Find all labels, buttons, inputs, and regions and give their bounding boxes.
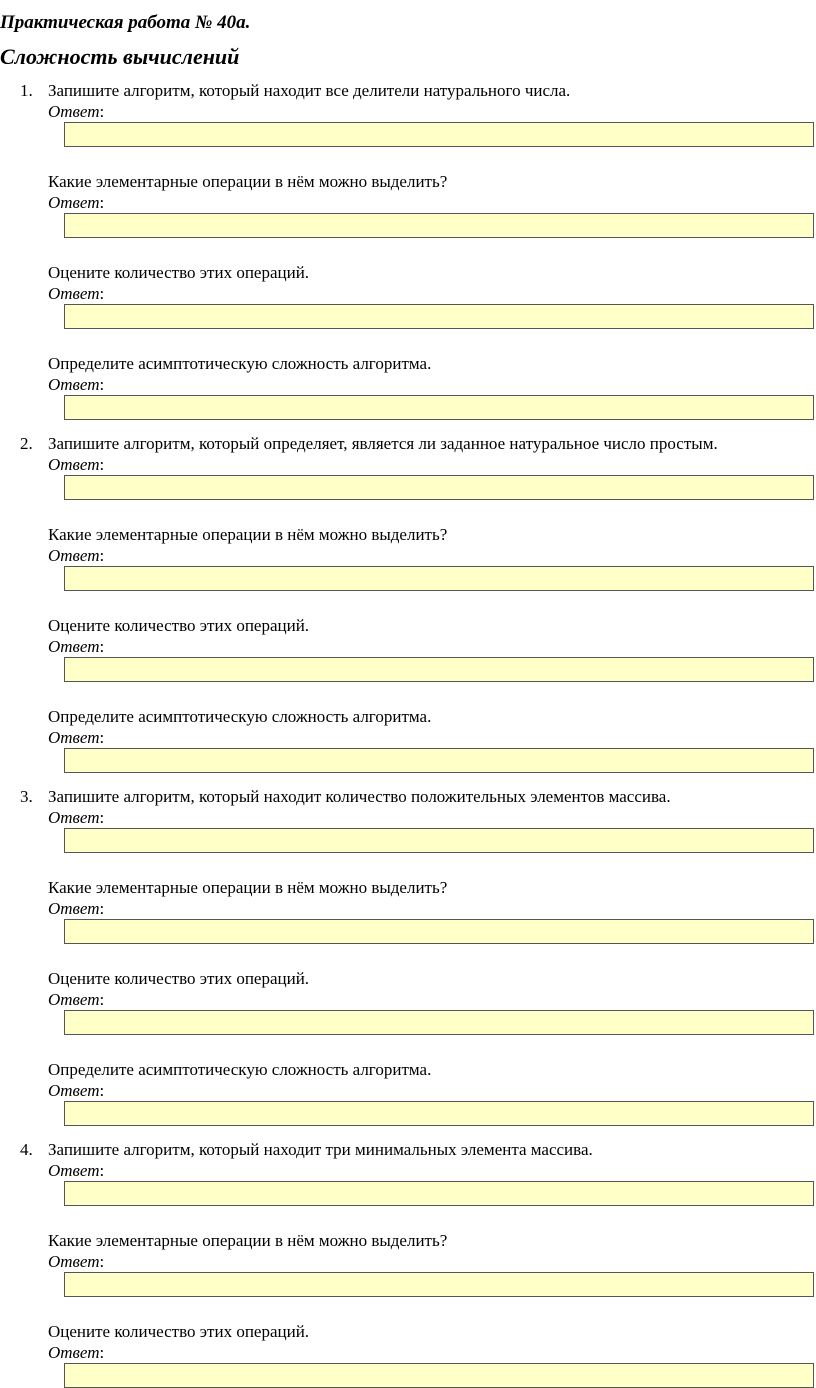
question-text: Определите асимптотическую сложность алгоритма. [48,707,432,726]
task-1 [0,80,816,420]
answer-field[interactable] [64,122,814,147]
answer-word: Ответ [48,637,100,656]
answer-label [48,102,816,122]
answer-word: Ответ [48,728,100,747]
question-block [0,1059,816,1126]
answer-label [48,193,816,213]
answer-field[interactable] [64,566,814,591]
topic-title: Сложность вычислений [0,44,240,69]
answer-word: Ответ [48,808,100,827]
question-block [0,262,816,329]
answer-label [48,455,816,475]
question-block [0,706,816,773]
answer-field[interactable] [64,919,814,944]
answer-word: Ответ [48,546,100,565]
answer-field[interactable] [64,475,814,500]
answer-label [48,375,816,395]
practical-work-title: Практическая работа № 40а. [0,12,251,33]
answer-field[interactable] [64,395,814,420]
answer-colon: : [99,455,105,474]
answer-word: Ответ [48,375,100,394]
answer-colon: : [99,375,105,394]
answer-colon: : [99,1343,105,1362]
question-text: Какие элементарные операции в нём можно выделить? [48,878,448,897]
answer-colon: : [99,1252,105,1271]
answer-word: Ответ [48,1252,100,1271]
answer-colon: : [99,1161,105,1180]
answer-label [48,728,816,748]
question-text: Определите асимптотическую сложность алгоритма. [48,354,432,373]
answer-word: Ответ [48,193,100,212]
task-2 [0,433,816,773]
task-4 [0,1139,816,1388]
question-block [0,353,816,420]
question-block [0,615,816,682]
answer-field[interactable] [64,1181,814,1206]
answer-label [48,1252,816,1272]
answer-word: Ответ [48,1161,100,1180]
question-text: Какие элементарные операции в нём можно выделить? [48,1231,448,1250]
answer-word: Ответ [48,990,100,1009]
question-text: Определите асимптотическую сложность алгоритма. [48,1060,432,1079]
question-text: Оцените количество этих операций. [48,969,310,988]
question-text: Запишите алгоритм, который находит количество положительных элементов массива. [48,787,671,806]
question-block [0,786,816,853]
question-block [0,968,816,1035]
question-text: Оцените количество этих операций. [48,263,310,282]
task-list [0,80,816,1388]
answer-colon: : [99,728,105,747]
question-block [0,171,816,238]
question-block [0,524,816,591]
answer-label [48,1343,816,1363]
answer-label [48,990,816,1010]
question-text: Какие элементарные операции в нём можно выделить? [48,172,448,191]
answer-colon: : [99,102,105,121]
task-number: 1. [20,81,33,100]
answer-word: Ответ [48,899,100,918]
answer-field[interactable] [64,748,814,773]
answer-field[interactable] [64,304,814,329]
answer-word: Ответ [48,284,100,303]
question-text: Запишите алгоритм, который находит все делители натурального числа. [48,81,571,100]
answer-colon: : [99,899,105,918]
answer-colon: : [99,284,105,303]
question-block [0,80,816,147]
answer-label [48,899,816,919]
answer-colon: : [99,546,105,565]
question-block [0,1321,816,1388]
answer-field[interactable] [64,213,814,238]
question-block [0,1230,816,1297]
answer-colon: : [99,1081,105,1100]
answer-word: Ответ [48,1343,100,1362]
question-text: Запишите алгоритм, который определяет, является ли заданное натуральное число простым. [48,434,718,453]
answer-word: Ответ [48,1081,100,1100]
answer-label [48,284,816,304]
answer-field[interactable] [64,1363,814,1388]
task-number: 3. [20,787,33,806]
answer-label [48,546,816,566]
answer-label [48,1081,816,1101]
answer-colon: : [99,193,105,212]
answer-field[interactable] [64,657,814,682]
answer-word: Ответ [48,102,100,121]
answer-colon: : [99,808,105,827]
answer-colon: : [99,637,105,656]
question-text: Какие элементарные операции в нём можно выделить? [48,525,448,544]
answer-field[interactable] [64,1272,814,1297]
question-text: Оцените количество этих операций. [48,1322,310,1341]
answer-word: Ответ [48,455,100,474]
answer-label [48,637,816,657]
task-number: 4. [20,1140,33,1159]
answer-field[interactable] [64,1101,814,1126]
answer-label [48,1161,816,1181]
task-3 [0,786,816,1126]
question-block [0,877,816,944]
answer-colon: : [99,990,105,1009]
answer-field[interactable] [64,1010,814,1035]
answer-label [48,808,816,828]
question-text: Оцените количество этих операций. [48,616,310,635]
task-number: 2. [20,434,33,453]
answer-field[interactable] [64,828,814,853]
question-block [0,433,816,500]
question-text: Запишите алгоритм, который находит три минимальных элемента массива. [48,1140,593,1159]
question-block [0,1139,816,1206]
